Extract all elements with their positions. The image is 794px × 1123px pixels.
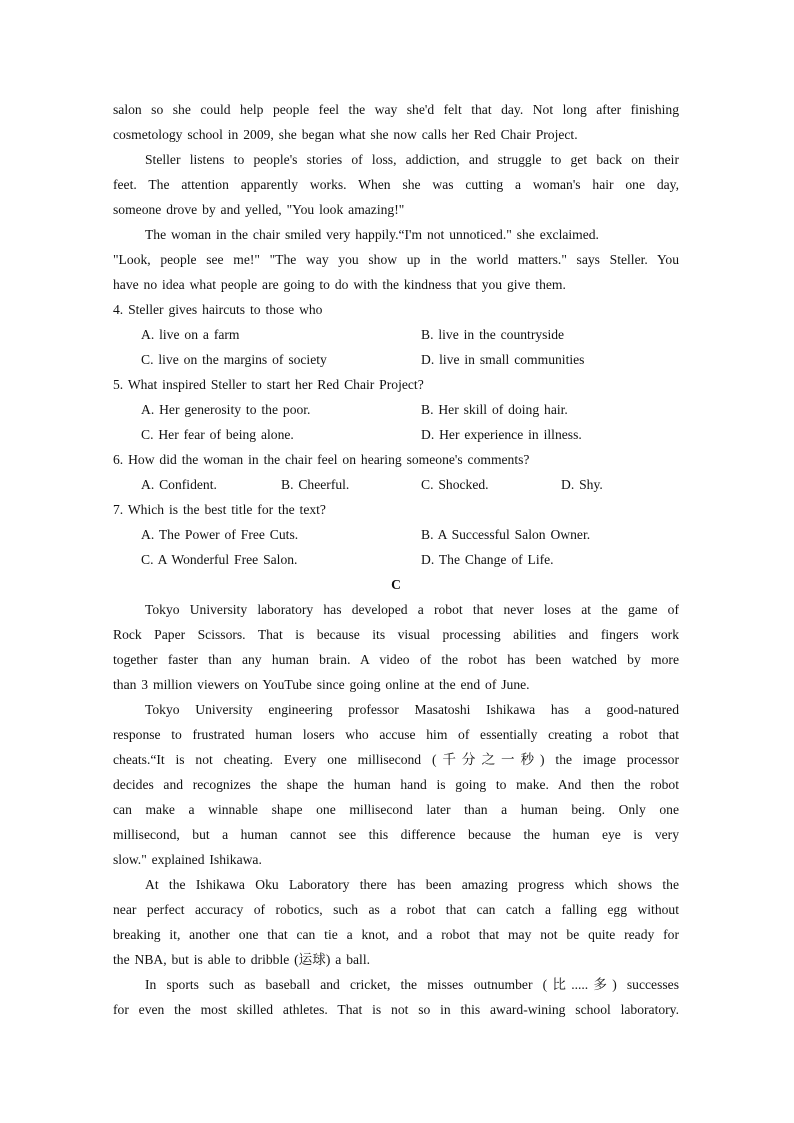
- question-stem: 5. What inspired Steller to start her Red Chair Project?: [113, 377, 424, 392]
- paragraph-line: cosmetology school in 2009, she began what she now calls her Red Chair Project.: [113, 127, 578, 142]
- paragraph-line: for even the most skilled athletes. That is not so in this award-wining school laboratory.: [113, 1002, 679, 1017]
- paragraph-line: The woman in the chair smiled very happily.“I'm not unnoticed." she exclaimed.: [145, 227, 599, 242]
- paragraph-line: can make a winnable shape one millisecond later than a human being. Only one: [113, 802, 679, 817]
- question-stem: 4. Steller gives haircuts to those who: [113, 302, 323, 317]
- paragraph-line: salon so she could help people feel the way she'd felt that day. Not long after finishing: [113, 102, 679, 117]
- paragraph-line: breaking it, another one that can tie a knot, and a robot that may not be quite ready for: [113, 927, 679, 942]
- option-row: [113, 397, 679, 422]
- option-c: C. A Wonderful Free Salon.: [141, 552, 298, 567]
- option-b: B. live in the countryside: [421, 327, 565, 342]
- option-c: C. live on the margins of society: [141, 352, 327, 367]
- paragraph-line: cheats.“It is not cheating. Every one millisecond (千分之一秒) the image processor: [113, 752, 679, 767]
- option-d: D. Shy.: [561, 477, 603, 492]
- paragraph-line: someone drove by and yelled, "You look amazing!": [113, 202, 405, 217]
- option-a: A. The Power of Free Cuts.: [141, 527, 299, 542]
- paragraph-line: feet. The attention apparently works. When she was cutting a woman's hair one day,: [113, 177, 679, 192]
- option-row: [113, 322, 679, 347]
- option-row: [113, 522, 679, 547]
- option-c: C. Her fear of being alone.: [141, 427, 294, 442]
- paragraph-line: slow." explained Ishikawa.: [113, 852, 262, 867]
- option-d: D. Her experience in illness.: [421, 427, 582, 442]
- paragraph-line: than 3 million viewers on YouTube since going online at the end of June.: [113, 677, 530, 692]
- option-a: A. Her generosity to the poor.: [141, 402, 311, 417]
- paragraph-line: millisecond, but a human cannot see this difference because the human eye is very: [113, 827, 679, 842]
- option-c: C. Shocked.: [421, 477, 489, 492]
- paragraph-line: have no idea what people are going to do with the kindness that you give them.: [113, 277, 566, 292]
- paragraph-line: At the Ishikawa Oku Laboratory there has been amazing progress which shows the: [145, 877, 679, 892]
- question-stem: 7. Which is the best title for the text?: [113, 502, 326, 517]
- paragraph-line: Tokyo University engineering professor Masatoshi Ishikawa has a good-natured: [145, 702, 679, 717]
- option-d: D. The Change of Life.: [421, 552, 554, 567]
- document-page: [113, 97, 679, 1022]
- paragraph-line: Steller listens to people's stories of loss, addiction, and struggle to get back on their: [145, 152, 679, 167]
- option-a: A. live on a farm: [141, 327, 240, 342]
- paragraph-line: the NBA, but is able to dribble (运球) a ball.: [113, 952, 371, 967]
- option-a: A. Confident.: [141, 477, 217, 492]
- question-stem: 6. How did the woman in the chair feel on hearing someone's comments?: [113, 452, 530, 467]
- option-b: B. Cheerful.: [281, 477, 350, 492]
- option-d: D. live in small communities: [421, 352, 585, 367]
- option-row: [113, 422, 679, 447]
- option-b: B. Her skill of doing hair.: [421, 402, 568, 417]
- paragraph-line: Rock Paper Scissors. That is because its visual processing abilities and fingers work: [113, 627, 679, 642]
- section-heading: C: [391, 577, 401, 592]
- paragraph-line: Tokyo University laboratory has developed a robot that never loses at the game of: [145, 602, 679, 617]
- option-row: [113, 547, 679, 572]
- option-row: [113, 472, 679, 497]
- paragraph-line: decides and recognizes the shape the human hand is going to make. And then the robot: [113, 777, 679, 792]
- paragraph-line: near perfect accuracy of robotics, such as a robot that can catch a falling egg without: [113, 902, 679, 917]
- option-row: [113, 347, 679, 372]
- paragraph-line: "Look, people see me!" "The way you show up in the world matters." says Steller. You: [113, 252, 679, 267]
- paragraph-line: together faster than any human brain. A video of the robot has been watched by more: [113, 652, 679, 667]
- paragraph-line: In sports such as baseball and cricket, the misses outnumber (比.....多) successes: [145, 977, 679, 992]
- paragraph-line: response to frustrated human losers who accuse him of essentially creating a robot that: [113, 727, 679, 742]
- option-b: B. A Successful Salon Owner.: [421, 527, 591, 542]
